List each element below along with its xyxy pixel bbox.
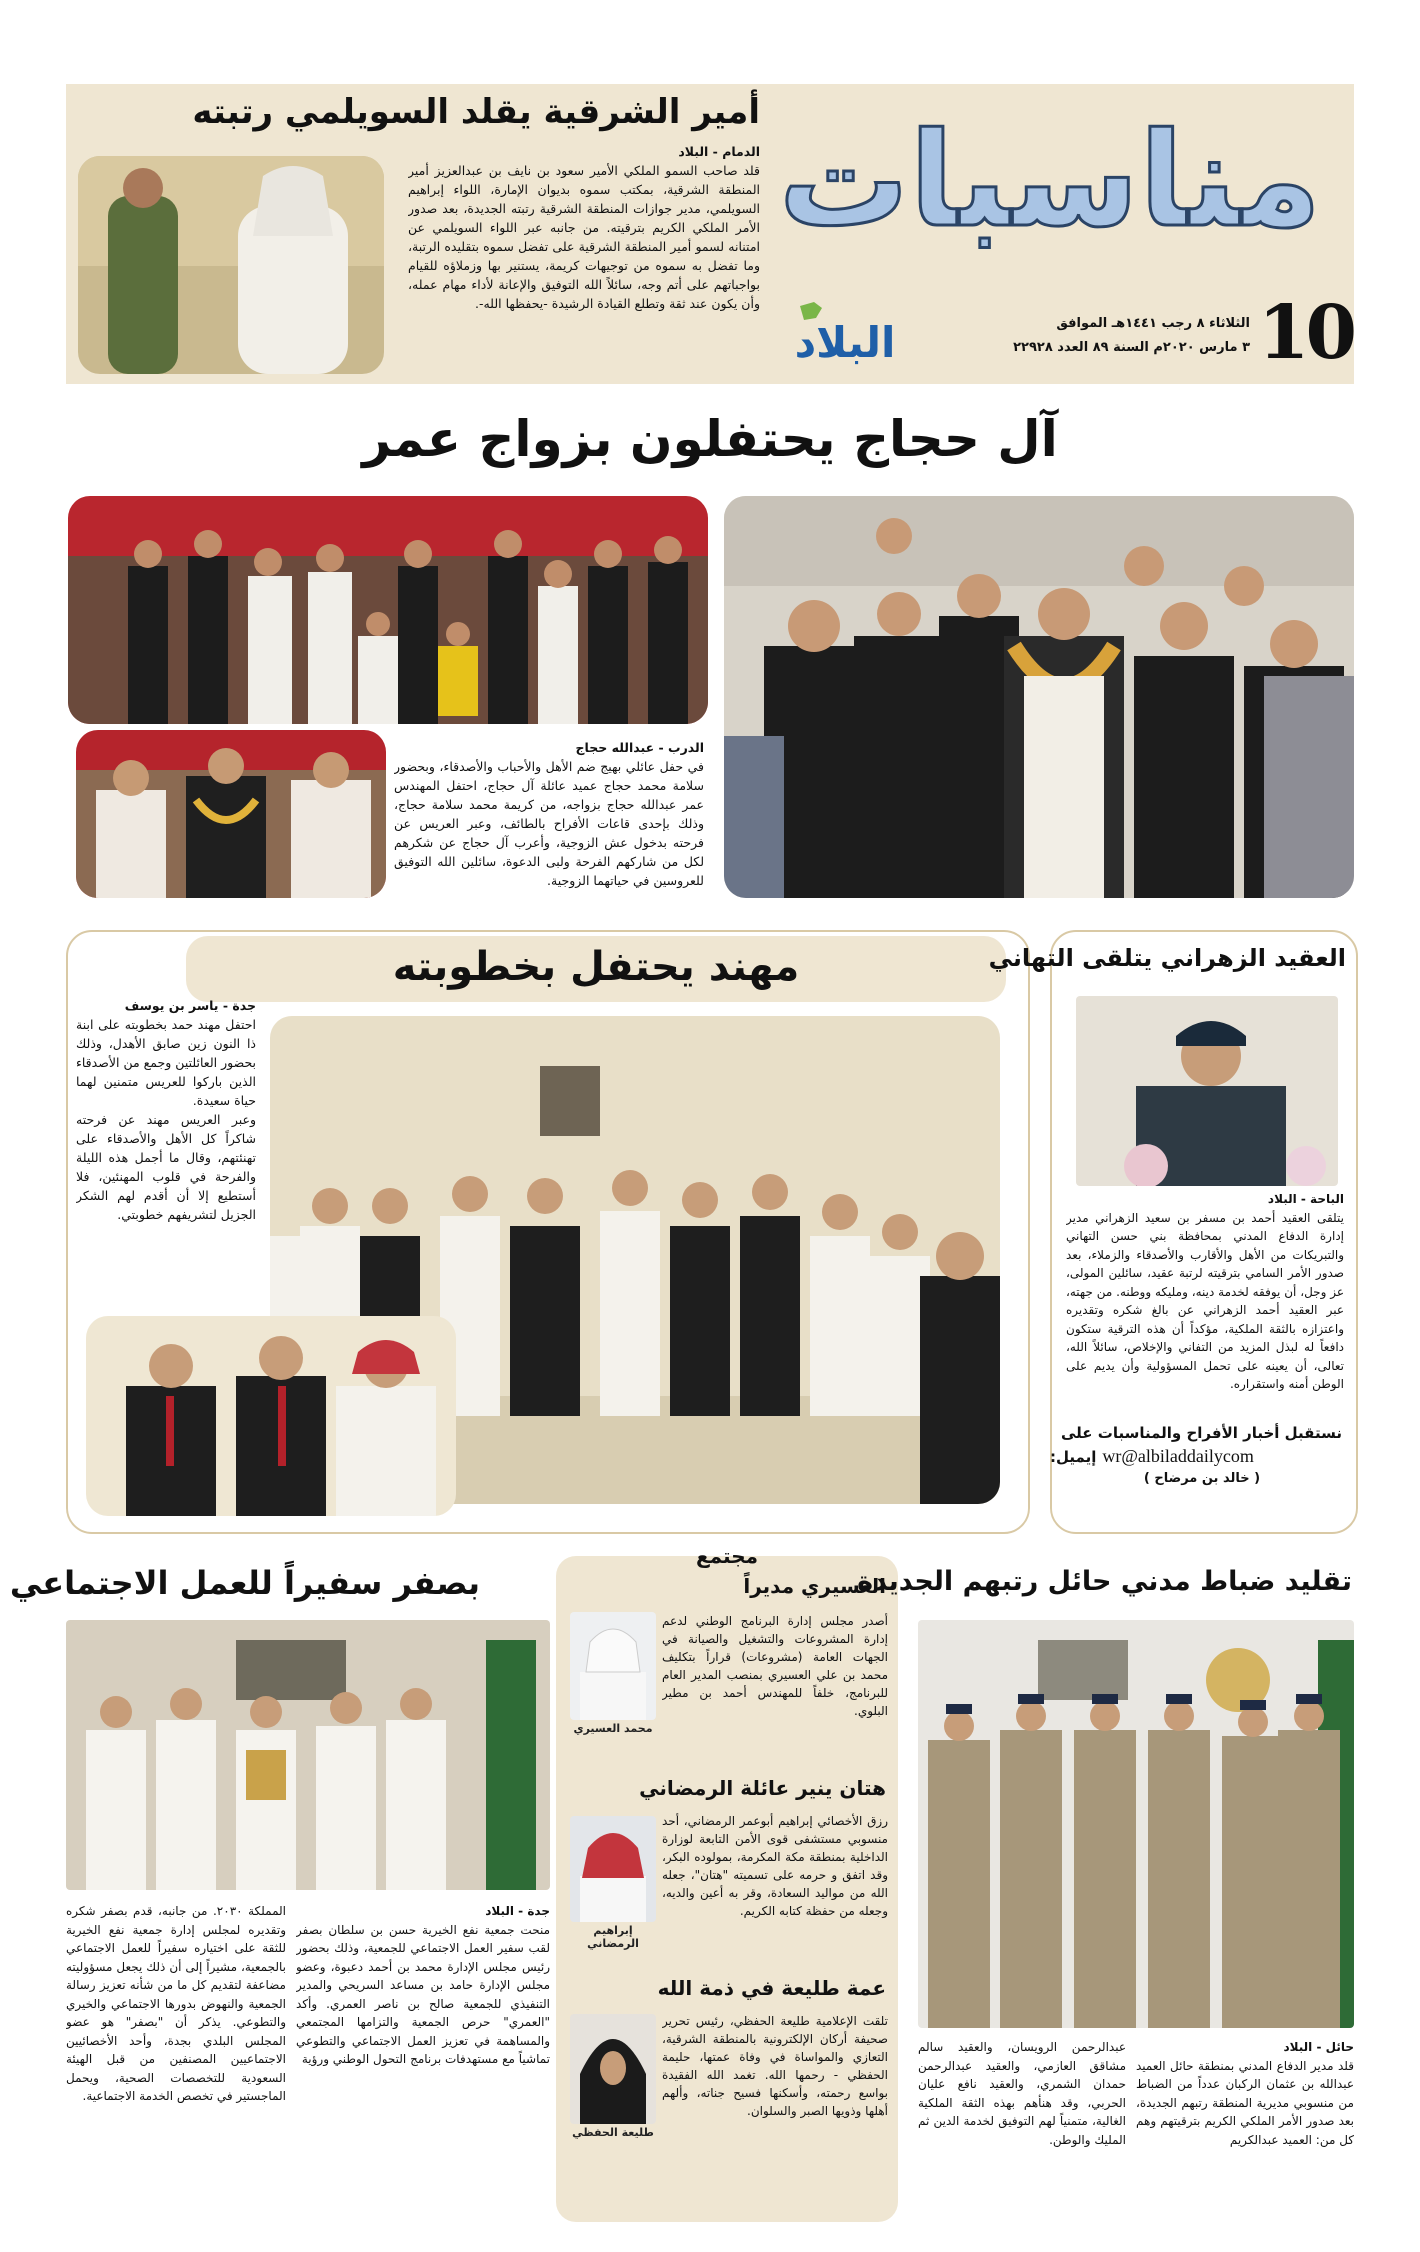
- story-mohannad-text-2: وعبر العريس مهند عن فرحته شاكراً كل الأهل والأصدقاء على تهنئتهم، وقال ما أجمل هذه الليلة والفرحة في قلوب المهنئين، فلا أستطيع إلا أن أقدم لهم الشكر الجزيل لتشريفهم خطوبتي.: [76, 1112, 256, 1222]
- story-mohannad-headline: مهند يحتفل بخطوبته: [392, 944, 800, 990]
- date-line-1: الثلاثاء ٨ رجب ١٤٤١هـ الموافق: [1056, 316, 1250, 331]
- story-hajjaj-headline: آل حجاج يحتفلون بزواج عمر: [362, 410, 1058, 468]
- story-mohannad-source: جدة - ياسر بن يوسف: [124, 998, 256, 1013]
- society-label: مجتمع: [695, 1544, 759, 1568]
- story-emir-body: [408, 142, 760, 377]
- contact-line-1: نستقبل أخبار الأفراح والمناسبات على: [1060, 1424, 1342, 1442]
- mohannad-trio-photo: [86, 1316, 456, 1516]
- story-hail-text-2: عبدالرحمن الرويسان، والعقيد سالم مشاقق العازمي، والعقيد عبدالرحمن حمدان الشمري، والعقيد نافع عليان الحربي، وقد هنأهم بهذه الثقة الملكية الغالية، متمنياً لهم التوفيق لخدمة الدين ثم المليك والوطن.: [918, 2040, 1126, 2147]
- brand-name: البلاد: [794, 318, 896, 367]
- story-basfar-body-1: [296, 1902, 550, 2222]
- contact-email[interactable]: wr@albiladdailycom: [1102, 1446, 1254, 1466]
- taliaa-photo: [570, 2014, 656, 2124]
- section-title: مناسبات: [778, 104, 1322, 256]
- society-item3-body: تلقت الإعلامية طليعة الحفظي، رئيس تحرير صحيفة أركان الإلكترونية بالمنطقة الشرقية، التعازي والمواساة في وفاة عمتها، حليمة الحفظي - رحمها الله. تغمد الله الفقيدة بواسع رحمته، وأسكنها فسيح جناته، وألهم أهلها وذويها الصبر والسلوان.: [662, 2014, 888, 2118]
- date-line-2: ٣ مارس ٢٠٢٠م السنة ٨٩ العدد ٢٢٩٢٨: [1013, 340, 1250, 355]
- story-basfar-text-2: المملكة ٢٠٣٠. من جانبه، قدم بصفر شكره وتقديره لمجلس إدارة جمعية نفع الخيرية للثقة على اختياره سفيراً للعمل الاجتماعي بالجمعية، مشيراً إلى أن ذلك يجعل مسؤوليته مضاعفة لتقديم كل ما من شأنه تعزيز رسالة الجمعية والنهوض بدورها الاجتماعي والخيري والتطوعي. يذكر أن "بصفر" هو عضو المجلس البلدي بجدة، وأحد الأخصائيين الاجتماعيين المصنفين من قبل الهيئة السعودية للتخصصات الصحية، ويحمل الماجستير في تخصص الخدمة الاجتماعية.: [66, 1904, 286, 2103]
- story-mohannad-text-1: احتفل مهند حمد بخطوبته على ابنة ذا النون زين صابق الأهدل، وذلك بحضور العائلتين وجمع من الأصدقاء الذين باركوا للعريس متمنين لهما حياة سعيدة.: [76, 1017, 256, 1108]
- emir-photo: [78, 156, 384, 374]
- society-item1-headline: العسيري مديراً: [743, 1574, 886, 1598]
- story-hajjaj-text: في حفل عائلي بهيج ضم الأهل والأحباب والأصدقاء، وبحضور سلامة محمد حجاج عميد عائلة آل حجاج، احتفل المهندس عمر عبدالله حجاج بزواجه، من كريمة محمد سلامة حجاج، وذلك بإحدى قاعات الأفراح بالطائف، وعبر العريس عن فرحته بدخول عش الزوجية، وأعرب آل حجاج عن شكرهم لكل من شاركهم الفرحة ولبى الدعوة، سائلين الله التوفيق للعروسين في حياتهما الزوجية.: [394, 759, 704, 888]
- basfar-photo: [66, 1620, 550, 1890]
- society-item1-caption: محمد العسيري: [573, 1722, 653, 1735]
- story-hajjaj-source: الدرب - عبدالله حجاج: [575, 740, 704, 755]
- story-hail-body-1: [1136, 2038, 1354, 2218]
- contact-box: [1050, 1424, 1354, 1514]
- story-basfar-text-1: منحت جمعية نفع الخيرية حسن بن سلطان بصفر لقب سفير العمل الاجتماعي للجمعية، وذلك بحضور رئيس مجلس الإدارة محمد بن أحمد دعبوة، وعضو مجلس الإدارة حامد بن مساعد السريحي والمدير التنفيذي للجمعية صالح بن ناصر العمري. وأكد "العمري" حرص الجمعية والتزامها المجتمعي والمساهمة في تعزيز العمل الاجتماعي والتطوعي تماشياً مع مستهدفات برنامج التحول الوطني ورؤية: [296, 1922, 550, 2066]
- society-item2-caption: إبراهيم الرمضاني: [587, 1924, 639, 1950]
- story-hail-body-2: [918, 2038, 1126, 2218]
- story-emir-headline: أمير الشرقية يقلد السويلمي رتبته: [192, 92, 760, 132]
- story-hail-text-1: قلد مدير الدفاع المدني بمنطقة حائل العميد عبدالله بن عثمان الركبان عدداً من الضباط من منسوبي مديرية المنطقة رتبهم الجديدة، بعد صدور الأمر الملكي الكريم بترقيتهم وهم كل من: العميد عبدالكريم: [1136, 2058, 1354, 2147]
- society-item1-body: أصدر مجلس إدارة البرنامج الوطني لدعم إدارة المشروعات والتشغيل والصيانة في الجهات العامة (مشروعات) قراراً بتكليف محمد بن علي العسيري بمنصب المدير العام للبرنامج، خلفاً للمهندس أحمد بن مطير البلوي.: [662, 1614, 888, 1718]
- contact-email-label: إيميل:: [1050, 1448, 1097, 1466]
- society-item3-headline: عمة طليعة في ذمة الله: [657, 1976, 886, 2000]
- story-zahrani-text: يتلقى العقيد أحمد بن مسفر بن سعيد الزهراني مدير إدارة الدفاع المدني بمحافظة بني حسن التهاني والتبريكات من الأهل والأقارب والأصدقاء والزملاء، بعد صدور الأمر السامي بترقيته لرتبة عقيد، سائلين المولى، عز وجل، أن يوفقه لخدمة دينه، ومليكه ووطنه. من جهته، عبر العقيد أحمد الزهراني عن بالغ شكره وتقديره واعتزازه بالثقة الملكية، مؤكداً أن هذه الترقية ستكون دافعاً له لبذل المزيد من التفاني والإخلاص، سائلاً الله، تعالى، أن يعينه على تحمل المسؤولية وأن يديم على الوطن أمنه واستقراره.: [1066, 1210, 1344, 1391]
- hajjaj-group-photo: [68, 496, 708, 724]
- story-zahrani-body: [1066, 1190, 1344, 1422]
- zahrani-photo: [1076, 996, 1338, 1186]
- page-number: 10: [1258, 290, 1353, 376]
- story-zahrani-source: الباحة - البلاد: [1267, 1192, 1344, 1206]
- hajjaj-elders-photo: [76, 730, 386, 898]
- story-hail-source: حائل - البلاد: [1283, 2040, 1354, 2054]
- society-item2-headline: هتان ينير عائلة الرمضاني: [639, 1776, 886, 1800]
- brand-logo: [770, 300, 920, 372]
- story-emir-source: الدمام - البلاد: [678, 144, 760, 159]
- society-item2-body: رزق الأخصائي إبراهيم أبوعمر الرمضاني، أحد منسوبي مستشفى قوى الأمن التابعة لوزارة الداخلية بمنطقة مكة المكرمة، بمولوده البكر، وقد اتفق و حرمه على تسميته "هتان"، جعله الله من مواليد السعادة، وقر به أعين والديه، وجعله من حفظة كتابه الكريم.: [662, 1814, 888, 1918]
- groom-selfie-photo: [724, 496, 1354, 898]
- asiri-photo: [570, 1612, 656, 1720]
- story-basfar-headline: بصفر سفيراً للعمل الاجتماعي: [9, 1564, 480, 1602]
- society-item3-caption: طليعة الحفظي: [572, 2126, 654, 2139]
- story-zahrani-headline: العقيد الزهراني يتلقى التهاني: [988, 944, 1346, 972]
- story-hajjaj-body: [394, 738, 704, 894]
- hail-officers-photo: [918, 1620, 1354, 2028]
- contact-editor: ( خالد بن مرضاح ): [1143, 1471, 1261, 1486]
- story-basfar-body-2: [66, 1902, 286, 2222]
- story-hail-headline: تقليد ضباط مدني حائل رتبهم الجديدة: [857, 1566, 1352, 1597]
- story-mohannad-body: [76, 996, 256, 1296]
- story-emir-text: قلد صاحب السمو الملكي الأمير سعود بن نايف بن عبدالعزيز أمير المنطقة الشرقية، بمكتب سموه بديوان الإمارة، اللواء إبراهيم السويلمي، مدير جوازات المنطقة الشرقية رتبته الجديدة، بعد صدور الأمر الملكي الكريم بترقيته. من جانبه عبر اللواء السويلمي عن امتنانه لسمو أمير المنطقة الشرقية على تفضل سموه بتقليده الرتبة، وما تفضل به سموه من توجيهات كريمة، يستنير بها وزملاؤه للقيام بواجباتهم على أتم وجه، سائلاً الله التوفيق والإعانة لأداء مهام عمله، وأن يكون عند ثقة وتطلع القيادة الرشيدة -يحفظها الله-.: [408, 163, 760, 311]
- ramadani-portrait: [570, 1816, 656, 1922]
- story-basfar-source: جدة - البلاد: [485, 1904, 550, 1918]
